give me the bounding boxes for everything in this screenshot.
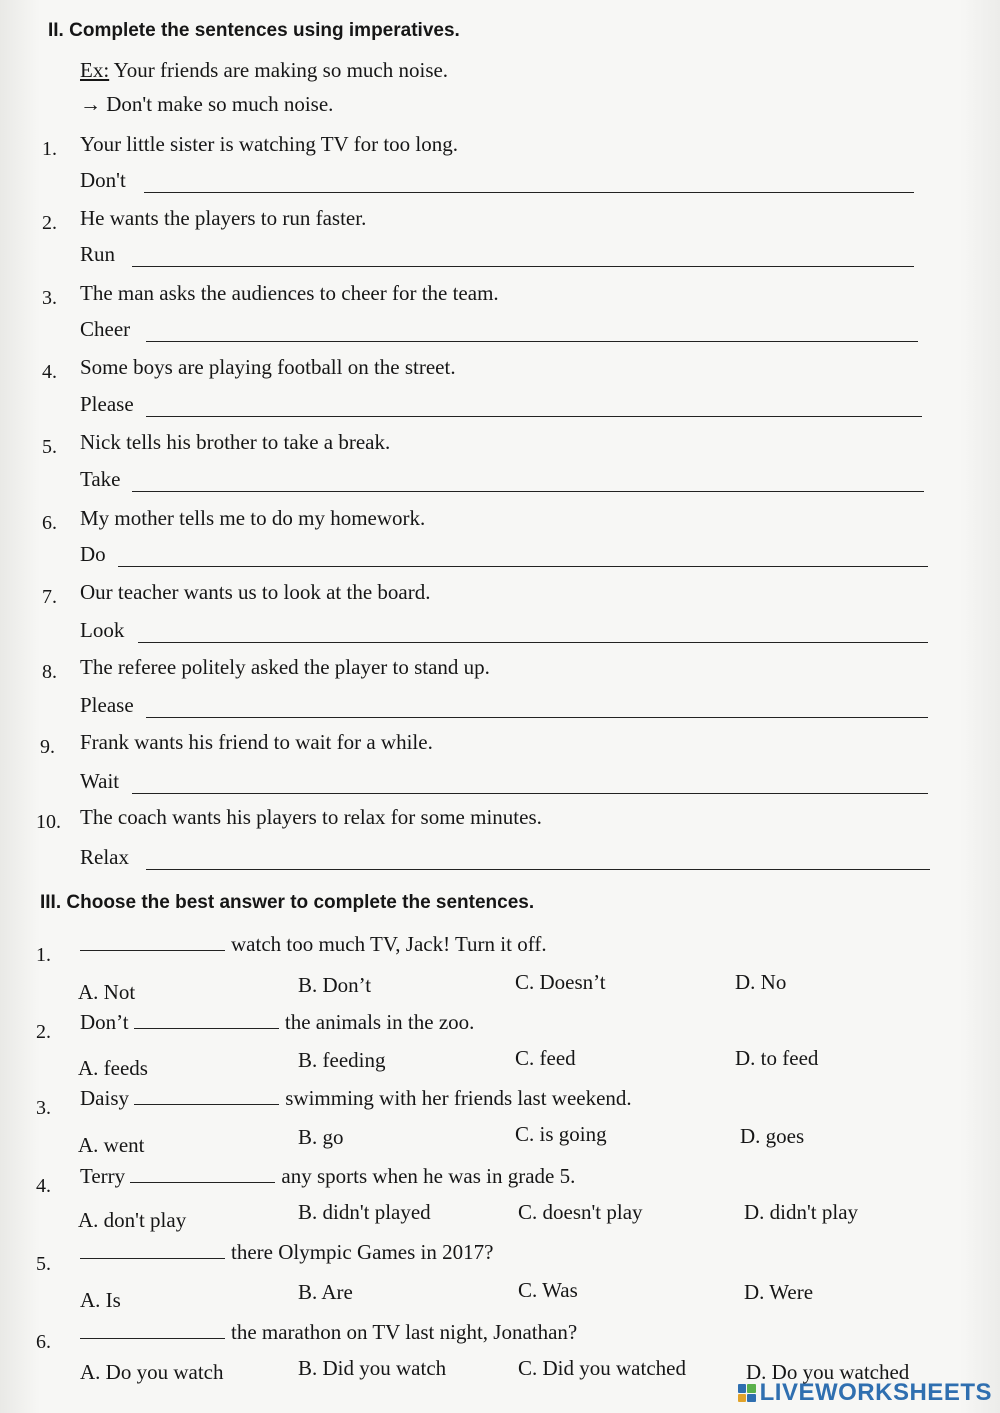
option-c[interactable]: C. Was	[518, 1278, 578, 1302]
question-number: 6.	[36, 1331, 51, 1353]
liveworksheets-logo	[738, 1379, 992, 1407]
option-a[interactable]: A. went	[78, 1133, 145, 1157]
option-d[interactable]: D. goes	[740, 1124, 805, 1148]
example-sentence	[80, 58, 448, 83]
item-sentence: Our teacher wants us to look at the board.	[80, 580, 431, 604]
item-sentence: The man asks the audiences to cheer for the team.	[80, 281, 499, 305]
item-sentence: Nick tells his brother to take a break.	[80, 430, 391, 454]
question-stem	[80, 932, 547, 957]
item-number: 3.	[42, 287, 57, 309]
answer-line[interactable]	[138, 642, 928, 643]
option-a[interactable]: A. Not	[78, 980, 136, 1004]
answer-starter: Please	[80, 392, 134, 416]
answer-line[interactable]	[132, 491, 924, 492]
question-number: 1.	[36, 944, 51, 966]
question-text: swimming with her friends last weekend.	[285, 1086, 632, 1110]
item-number: 7.	[42, 586, 57, 608]
option-b[interactable]: B. Did you watch	[298, 1356, 447, 1380]
option-d[interactable]: D. didn't play	[744, 1200, 859, 1224]
item-number: 9.	[40, 736, 55, 758]
answer-starter: Cheer	[80, 317, 131, 341]
question-text: any sports when he was in grade 5.	[281, 1164, 576, 1188]
question-text: watch too much TV, Jack! Turn it off.	[231, 932, 547, 956]
question-number: 2.	[36, 1021, 51, 1043]
answer-starter: Do	[80, 542, 106, 566]
blank-line[interactable]	[134, 1086, 279, 1105]
option-b[interactable]: B. didn't played	[298, 1200, 431, 1224]
question-number: 5.	[36, 1253, 51, 1275]
answer-line[interactable]	[132, 793, 928, 794]
option-c[interactable]: C. doesn't play	[518, 1200, 643, 1224]
option-a[interactable]: A. feeds	[78, 1056, 148, 1080]
answer-line[interactable]	[146, 717, 928, 718]
item-sentence: Frank wants his friend to wait for a while.	[80, 730, 433, 754]
logo-text: LIVEWORKSHEETS	[759, 1379, 992, 1406]
question-text: the marathon on TV last night, Jonathan?	[231, 1320, 578, 1344]
question-text: there Olympic Games in 2017?	[231, 1240, 494, 1264]
question-prefix: Don’t	[80, 1010, 129, 1034]
question-stem	[80, 1240, 493, 1265]
answer-line[interactable]	[132, 266, 914, 267]
example-answer: → Don't make so much noise.	[80, 92, 334, 116]
option-d[interactable]: D. Were	[744, 1280, 814, 1304]
option-b[interactable]: B. feeding	[298, 1048, 386, 1072]
question-stem	[80, 1086, 632, 1111]
item-number: 1.	[42, 138, 57, 160]
question-stem	[80, 1010, 474, 1035]
answer-starter: Run	[80, 242, 116, 266]
blank-line[interactable]	[80, 932, 225, 951]
item-number: 4.	[42, 361, 57, 383]
question-prefix: Terry	[80, 1164, 126, 1188]
answer-starter: Look	[80, 618, 125, 642]
section-2-heading: II. Complete the sentences using imperatives.	[48, 20, 460, 41]
blank-line[interactable]	[130, 1164, 275, 1183]
answer-line[interactable]	[146, 341, 918, 342]
option-c[interactable]: C. Did you watched	[518, 1356, 686, 1380]
answer-starter: Relax	[80, 845, 129, 869]
option-d[interactable]: D. No	[735, 970, 787, 994]
blank-line[interactable]	[80, 1240, 225, 1259]
question-prefix: Daisy	[80, 1086, 129, 1110]
option-c[interactable]: C. Doesn’t	[515, 970, 606, 994]
item-number: 8.	[42, 661, 57, 683]
option-b[interactable]: B. go	[298, 1125, 344, 1149]
option-a[interactable]: A. don't play	[78, 1208, 187, 1232]
item-sentence: The referee politely asked the player to stand up.	[80, 655, 490, 679]
answer-line[interactable]	[118, 566, 928, 567]
section-3-heading: III. Choose the best answer to complete the sentences.	[40, 892, 535, 913]
example-label: Ex:	[80, 58, 110, 82]
answer-starter: Take	[80, 467, 121, 491]
item-sentence: Your little sister is watching TV for too long.	[80, 132, 458, 156]
item-sentence: He wants the players to run faster.	[80, 206, 367, 230]
option-d[interactable]: D. Do you watched	[746, 1360, 910, 1384]
answer-line[interactable]	[144, 192, 914, 193]
option-c[interactable]: C. is going	[515, 1122, 607, 1146]
option-a[interactable]: A. Is	[80, 1288, 121, 1312]
example-text: Your friends are making so much noise.	[113, 58, 449, 82]
item-sentence: The coach wants his players to relax for some minutes.	[80, 805, 542, 829]
logo-grid-icon	[738, 1384, 756, 1402]
option-b[interactable]: B. Don’t	[298, 973, 372, 997]
answer-starter: Please	[80, 693, 134, 717]
item-number: 2.	[42, 212, 57, 234]
item-sentence: Some boys are playing football on the street.	[80, 355, 456, 379]
answer-starter: Wait	[80, 769, 120, 793]
question-stem	[80, 1320, 577, 1345]
option-d[interactable]: D. to feed	[735, 1046, 819, 1070]
answer-line[interactable]	[146, 416, 922, 417]
item-number: 5.	[42, 436, 57, 458]
option-a[interactable]: A. Do you watch	[80, 1360, 224, 1384]
question-number: 3.	[36, 1097, 51, 1119]
option-b[interactable]: B. Are	[298, 1280, 353, 1304]
item-number: 10.	[36, 811, 61, 833]
item-number: 6.	[42, 512, 57, 534]
option-c[interactable]: C. feed	[515, 1046, 576, 1070]
answer-starter: Don't	[80, 168, 126, 192]
question-stem	[80, 1164, 575, 1189]
blank-line[interactable]	[80, 1320, 225, 1339]
question-number: 4.	[36, 1175, 51, 1197]
item-sentence: My mother tells me to do my homework.	[80, 506, 426, 530]
question-text: the animals in the zoo.	[284, 1010, 475, 1034]
answer-line[interactable]	[146, 869, 930, 870]
blank-line[interactable]	[134, 1010, 279, 1029]
